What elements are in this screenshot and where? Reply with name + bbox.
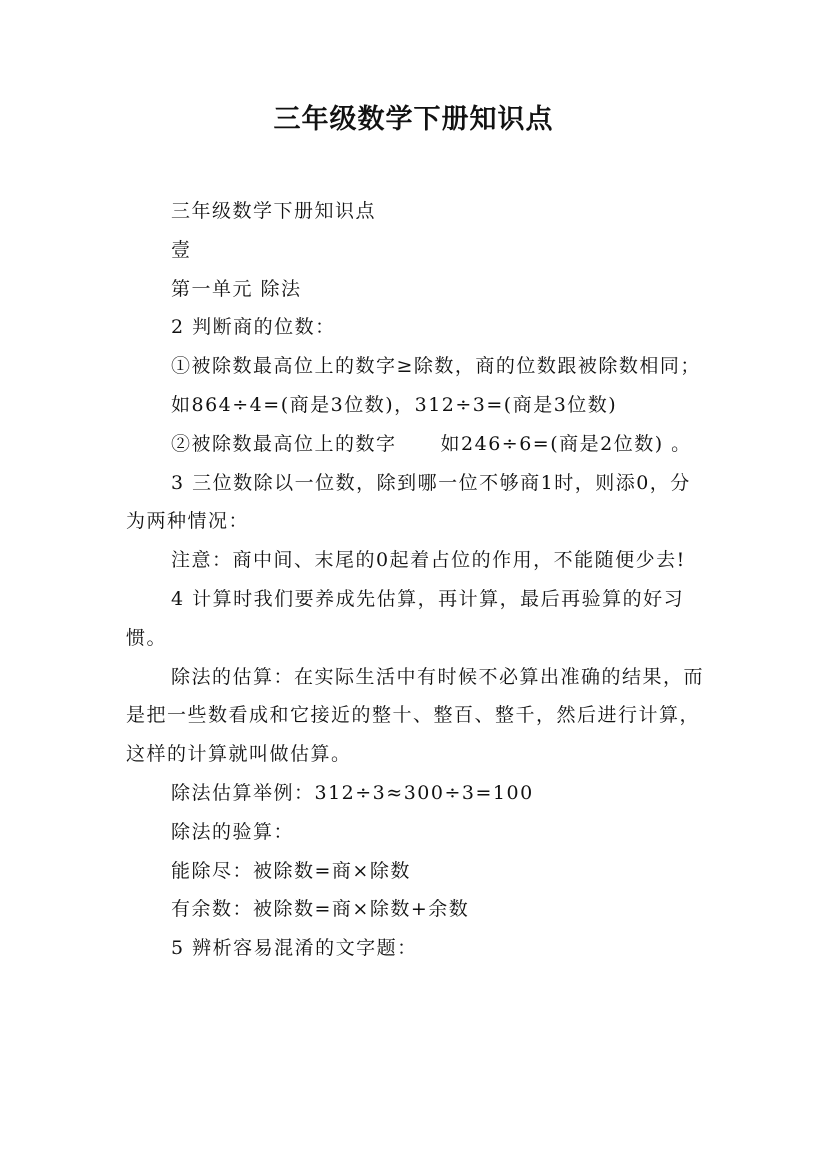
rule-2-text: ②被除数最高位上的数字 <box>171 432 397 455</box>
paragraph-point-4: 4 计算时我们要养成先估算，再计算，最后再验算的好习惯。 <box>126 587 685 649</box>
paragraph-point-3: 3 三位数除以一位数，除到哪一位不够商1时，则添0，分为两种情况： <box>126 471 691 533</box>
paragraph-verification: 除法的验算： <box>171 820 295 843</box>
paragraph-unit-title: 第一单元 除法 <box>171 277 302 300</box>
paragraph-point-5: 5 辨析容易混淆的文字题： <box>171 937 418 960</box>
paragraph-heading: 三年级数学下册知识点 <box>171 200 377 222</box>
paragraph-exact-division: 能除尽：被除数=商×除数 <box>171 859 411 882</box>
paragraph-section-number: 壹 <box>171 238 192 261</box>
paragraph-rule-2 <box>126 425 706 464</box>
document-title: 三年级数学下册知识点 <box>273 104 554 135</box>
paragraph-remainder: 有余数：被除数=商×除数+余数 <box>171 898 470 921</box>
paragraph-estimation: 除法的估算：在实际生活中有时候不必算出准确的结果，而是把一些数看成和它接近的整十、整百、整千，然后进行计算，这样的计算就叫做估算。 <box>126 665 705 766</box>
paragraph-note: 注意：商中间、末尾的0起着占位的作用，不能随便少去! <box>171 549 686 572</box>
paragraph-rule-1: ①被除数最高位上的数字≥除数，商的位数跟被除数相同； <box>171 355 701 378</box>
rule-2-example: 如246÷6=(商是2位数) 。 <box>440 432 692 455</box>
paragraph-example-1: 如864÷4=(商是3位数)，312÷3=(商是3位数) <box>171 393 618 416</box>
paragraph-estimation-example: 除法估算举例：312÷3≈300÷3=100 <box>171 781 534 804</box>
document-body <box>126 192 706 968</box>
paragraph-point-2: 2 判断商的位数： <box>171 316 336 339</box>
